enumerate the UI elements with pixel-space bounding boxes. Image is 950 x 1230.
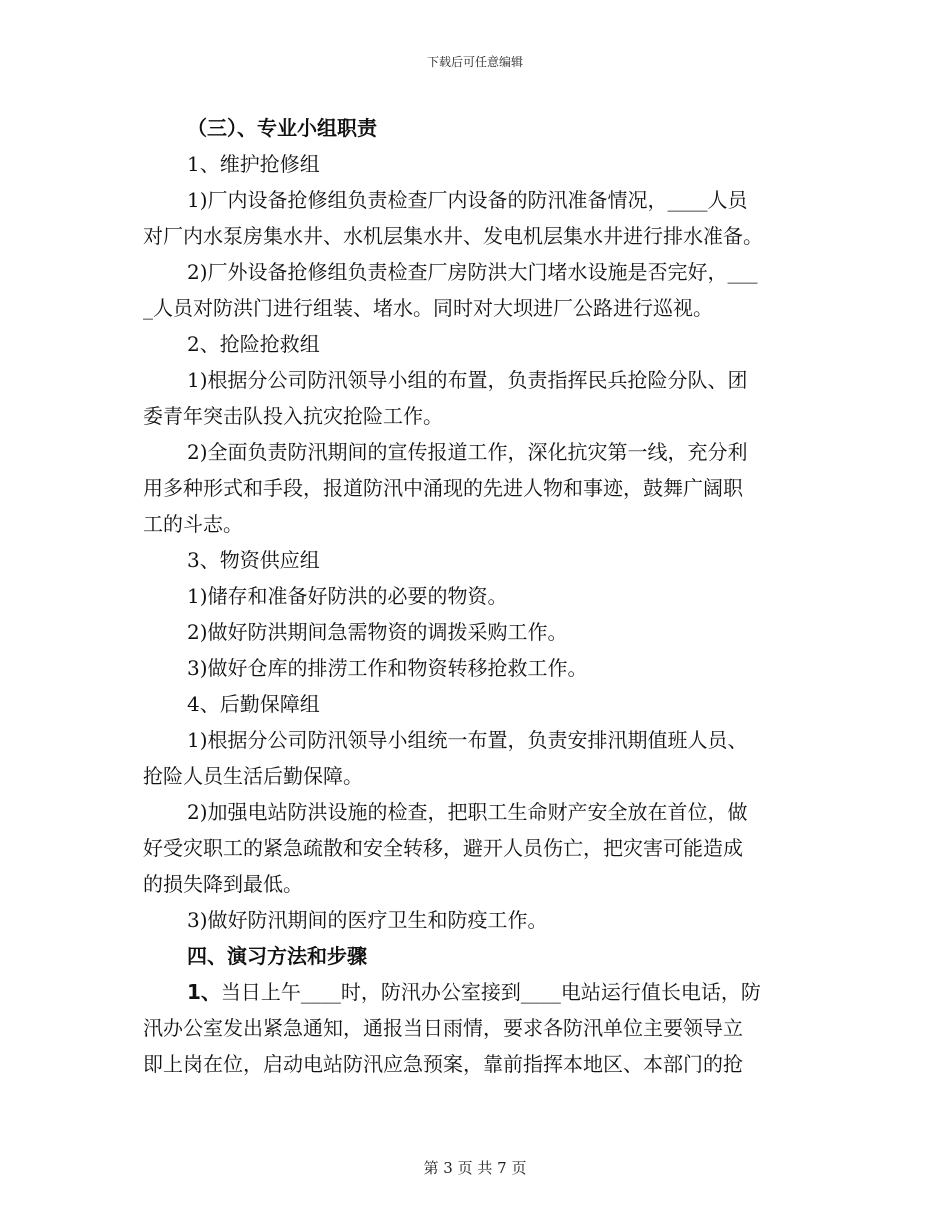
step-text: 当日上午____时，防汛办公室接到____电站运行值长电话，防 <box>220 980 761 1004</box>
section-heading: （三）、专业小组职责 <box>187 116 377 140</box>
paragraph-line: 3)做好防汛期间的医疗卫生和防疫工作。 <box>187 908 548 932</box>
paragraph-line <box>143 974 803 1010</box>
page-footer: 第 3 页 共 7 页 <box>423 1159 527 1177</box>
paragraph-line: 汛办公室发出紧急通知，通报当日雨情，要求各防汛单位主要领导立 <box>143 1016 743 1040</box>
document-body <box>143 110 803 1082</box>
paragraph-line: 好受灾职工的紧急疏散和安全转移，避开人员伤亡，把灾害可能造成 <box>143 836 743 860</box>
paragraph-line: 3)做好仓库的排涝工作和物资转移抢救工作。 <box>187 656 588 680</box>
group-title: 3、物资供应组 <box>187 548 320 572</box>
paragraph-line: 用多种形式和手段，报道防汛中涌现的先进人物和事迹，鼓舞广阔职 <box>143 476 743 500</box>
paragraph-line: 2)加强电站防洪设施的检查，把职工生命财产安全放在首位，做 <box>187 800 748 824</box>
paragraph-line: 委青年突击队投入抗灾抢险工作。 <box>143 404 443 428</box>
paragraph-line: 2)厂外设备抢修组负责检查厂房防洪大门堵水设施是否完好，___ <box>187 260 758 284</box>
paragraph-line: 1)厂内设备抢修组负责检查厂内设备的防汛准备情况，____人员 <box>187 188 748 212</box>
paragraph-line: 即上岗在位，启动电站防汛应急预案，靠前指挥本地区、本部门的抢 <box>143 1052 743 1076</box>
paragraph-line: 1)储存和准备好防洪的必要的物资。 <box>187 584 508 608</box>
paragraph-line: 工的斗志。 <box>143 512 243 536</box>
paragraph-line: 1)根据分公司防汛领导小组的布置，负责指挥民兵抢险分队、团 <box>187 368 748 392</box>
paragraph-line: 的损失降到最低。 <box>143 872 303 896</box>
paragraph-line: 1)根据分公司防汛领导小组统一布置，负责安排汛期值班人员、 <box>187 728 748 752</box>
paragraph-line: _人员对防洪门进行组装、堵水。同时对大坝进厂公路进行巡视。 <box>143 296 713 320</box>
step-number: 1、 <box>187 980 221 1004</box>
paragraph-line: 对厂内水泵房集水井、水机层集水井、发电机层集水井进行排水准备。 <box>143 224 763 248</box>
paragraph-line: 2)全面负责防汛期间的宣传报道工作，深化抗灾第一线，充分利 <box>187 440 748 464</box>
page-header: 下载后可任意编辑 <box>426 55 523 69</box>
paragraph-line: 抢险人员生活后勤保障。 <box>143 764 363 788</box>
group-title: 1、维护抢修组 <box>187 152 320 176</box>
paragraph-line: 2)做好防洪期间急需物资的调拨采购工作。 <box>187 620 568 644</box>
section-heading: 四、演习方法和步骤 <box>187 944 367 968</box>
group-title: 2、抢险抢救组 <box>187 332 320 356</box>
group-title: 4、后勤保障组 <box>187 692 320 716</box>
